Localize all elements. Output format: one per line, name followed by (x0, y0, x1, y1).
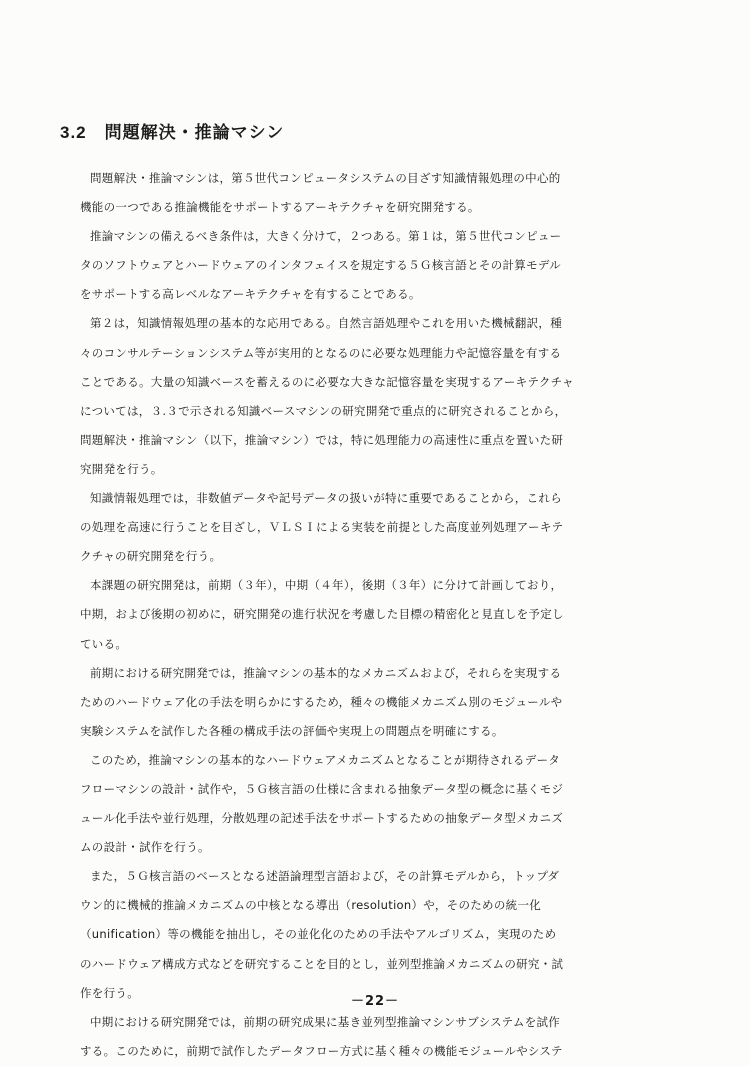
text-line: 実験システムを試作した各種の構成手法の評価や実現上の問題点を明確にする。 (80, 723, 504, 738)
page-number: －22－ (350, 994, 400, 1009)
text-line: ュール化手法や並行処理，分散処理の記述手法をサポートするための抽象データ型メカニズ (80, 811, 564, 826)
section-number: 3.2 (60, 123, 87, 142)
text-line: 中期における研究開発では，前期の研究成果に基き並列型推論マシンサブシステムを試作 (90, 1014, 561, 1029)
text-line: （unification）等の機能を抽出し，その並化化のための手法やアルゴリズム，実現のため (80, 927, 557, 942)
text-line: する。このために，前期で試作したデータフロー方式に基く種々の機能モジュールやシステ (80, 1043, 563, 1058)
text-line: 究開発を行う。 (80, 461, 163, 476)
text-line: ている。 (80, 636, 128, 651)
text-line: 中期，および後期の初めに，研究開発の進行状況を考慮した目標の精密化と見直しを予定し (80, 607, 564, 622)
text-line: 作を行う。 (80, 985, 139, 1000)
text-line: ことである。大量の知識ベースを蓄えるのに必要な大きな記憶容量を実現するアーキテクチャ (80, 374, 574, 389)
text-line: 機能の一つである推論機能をサポートするアーキテクチャを研究開発する。 (80, 200, 480, 215)
body-text (80, 164, 640, 1066)
text-line: ためのハードウェア化の手法を明らかにするため，種々の機能メカニズム別のモジュールや (80, 694, 563, 709)
text-line: 推論マシンの備えるべき条件は，大きく分けて，２つある。第１は，第５世代コンピュー (90, 229, 562, 244)
text-line: ムの設計・試作を行う。 (80, 840, 210, 855)
text-line: については，３.３で示される知識ベースマシンの研究開発で重点的に研究されることから， (80, 403, 567, 418)
text-line: クチャの研究開発を行う。 (80, 549, 222, 564)
section-title: 問題解決・推論マシン (104, 123, 285, 143)
text-line: 本課題の研究開発は，前期（３年），中期（４年），後期（３年）に分けて計画しており， (90, 578, 563, 593)
text-line: 問題解決・推論マシン（以下，推論マシン）では，特に処理能力の高速性に重点を置いた研 (80, 432, 564, 447)
text-line: このため，推論マシンの基本的なハードウェアメカニズムとなることが期待されるデータ (90, 752, 561, 767)
text-line: また，５Ｇ核言語のベースとなる述語論理型言語および，その計算モデルから，トップダ (90, 869, 560, 884)
text-line: ウン的に機械的推論メカニズムの中核となる導出（resolution）や，そのための統一化 (80, 898, 542, 913)
text-line: 々のコンサルテーションシステム等が実用的となるのに必要な処理能力や記憶容量を有する (80, 345, 562, 360)
text-line: 知識情報処理では，非数値データや記号データの扱いが特に重要であることから，これら (90, 491, 562, 506)
section-heading (60, 118, 284, 143)
text-line: 前期における研究開発では，推論マシンの基本的なメカニズムおよび，それらを実現する (90, 665, 562, 680)
text-line: 問題解決・推論マシンは，第５世代コンピュータシステムの目ざす知識情報処理の中心的 (90, 171, 561, 185)
text-line: フローマシンの設計・試作や，５Ｇ核言語の仕様に含まれる抽象データ型の概念に基くモジ (80, 781, 564, 796)
text-line: のハードウェア構成方式などを研究することを目的とし，並列型推論メカニズムの研究・試 (80, 956, 564, 971)
text-line: をサポートする高レベルなアーキテクチャを有することである。 (80, 287, 421, 302)
text-line: 第２は，知識情報処理の基本的な応用である。自然言語処理やこれを用いた機械翻訳，種 (90, 316, 562, 331)
text-line: タのソフトウェアとハードウェアのインタフェイスを規定する５Ｇ核言語とその計算モデル (80, 258, 561, 273)
text-line: の処理を高速に行うことを目ざし，ＶＬＳＩによる実装を前提とした高度並列処理アーキテ (80, 520, 564, 535)
